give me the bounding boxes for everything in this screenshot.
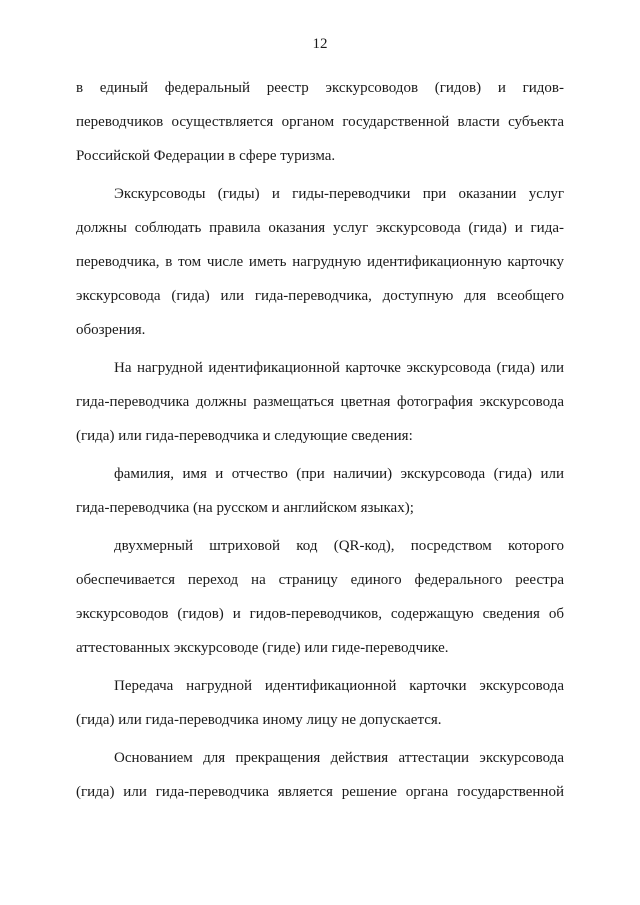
text-line: фамилия, имя и отчество (при наличии) экскурсовода (гида) или [114, 466, 564, 482]
text-line: (гида) или гида-переводчика и следующие сведения: [76, 428, 413, 444]
text-line: двухмерный штриховой код (QR-код), посредством которого [114, 538, 564, 554]
text-line: Российской Федерации в сфере туризма. [76, 148, 336, 164]
paragraph-7 [76, 741, 564, 809]
paragraph-5 [76, 529, 564, 665]
text-line: обозрения. [76, 322, 146, 338]
text-line: в единый федеральный реестр экскурсоводов (гидов) и гидов- [76, 80, 564, 96]
text-line: Экскурсоводы (гиды) и гиды-переводчики при оказании услуг [114, 186, 564, 202]
text-line: экскурсовода (гида) или гида-переводчика, доступную для всеобщего [76, 288, 564, 304]
text-line: На нагрудной идентификационной карточке экскурсовода (гида) или [114, 360, 564, 376]
paragraph-1 [76, 71, 564, 173]
text-line: (гида) или гида-переводчика является решение органа государственной [76, 784, 564, 800]
text-line: должны соблюдать правила оказания услуг экскурсовода (гида) и гида- [76, 220, 564, 236]
paragraph-4 [76, 457, 564, 525]
paragraph-6 [76, 669, 564, 737]
text-line: Основанием для прекращения действия аттестации экскурсовода [114, 750, 564, 766]
paragraph-2 [76, 177, 564, 347]
text-line: Передача нагрудной идентификационной карточки экскурсовода [114, 678, 564, 694]
text-line: аттестованных экскурсоводе (гиде) или гиде-переводчике. [76, 640, 449, 656]
text-line: обеспечивается переход на страницу единого федерального реестра [76, 572, 564, 588]
text-line: (гида) или гида-переводчика иному лицу не допускается. [76, 712, 442, 728]
text-line: гида-переводчика должны размещаться цветная фотография экскурсовода [76, 394, 564, 410]
text-line: экскурсоводов (гидов) и гидов-переводчиков, содержащую сведения об [76, 606, 564, 622]
document-body [76, 71, 564, 809]
paragraph-3 [76, 351, 564, 453]
text-line: переводчика, в том числе иметь нагрудную идентификационную карточку [76, 254, 564, 270]
page-number: 12 [312, 36, 328, 52]
text-line: переводчиков осуществляется органом государственной власти субъекта [76, 114, 564, 130]
text-line: гида-переводчика (на русском и английском языках); [76, 500, 414, 516]
